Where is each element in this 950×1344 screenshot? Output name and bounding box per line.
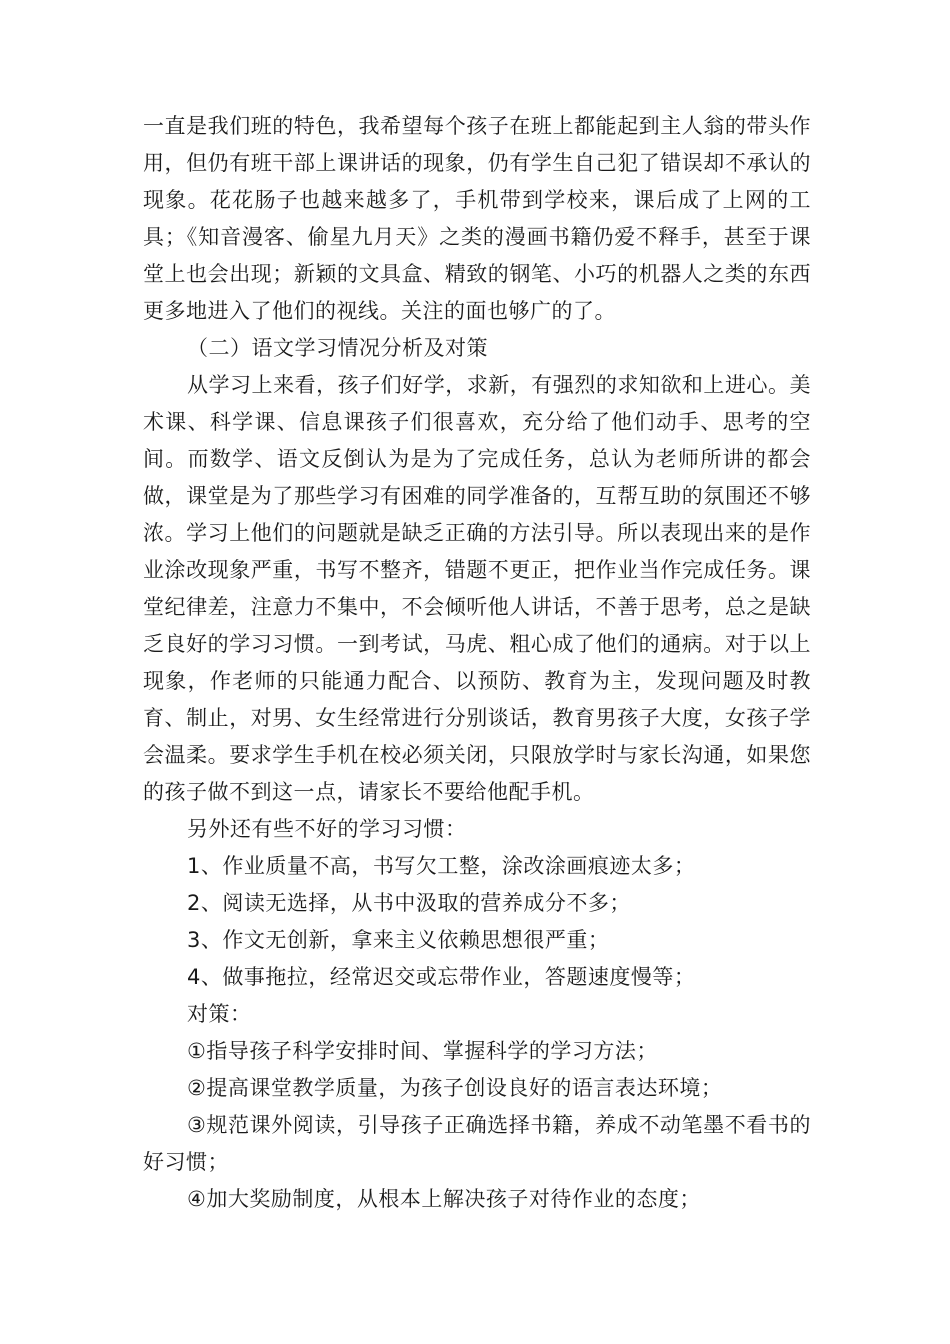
list-item-measure-4: ④加大奖励制度，从根本上解决孩子对待作业的态度； [187, 1187, 701, 1211]
paragraph-class-features: 一直是我们班的特色，我希望每个孩子在班上都能起到主人翁的带头作用，但仍有班干部上课讲话的现象，仍有学生自己犯了错误却不承认的现象。花花肠子也越来越多了，手机带到学校来，课后成了上网的工具；《知音漫客、偷星九月天》之类的漫画书籍仍爱不释手，甚至于课堂上也会出现；新颖的文具盒、精致的钢笔、小巧的机器人之类的东西更多地进入了他们的视线。关注的面也够广的了。 [143, 114, 811, 323]
list-item-habit-3: 3、作文无创新，拿来主义依赖思想很严重； [187, 928, 610, 952]
list-item-habit-4: 4、做事拖拉，经常迟交或忘带作业，答题速度慢等； [187, 965, 696, 989]
list-item-measure-1: ①指导孩子科学安排时间、掌握科学的学习方法； [187, 1039, 658, 1063]
paragraph-bad-habits-intro: 另外还有些不好的学习习惯： [187, 817, 467, 841]
section-heading-chinese-learning: （二）语文学习情况分析及对策 [187, 336, 488, 360]
countermeasures-heading: 对策： [187, 1002, 252, 1026]
paragraph-learning-analysis: 从学习上来看，孩子们好学，求新，有强烈的求知欲和上进心。美术课、科学课、信息课孩子们很喜欢，充分给了他们动手、思考的空间。而数学、语文反倒认为是为了完成任务，总认为老师所讲的都会做，课堂是为了那些学习有困难的同学准备的，互帮互助的氛围还不够浓。学习上他们的问题就是缺乏正确的方法引导。所以表现出来的是作业涂改现象严重，书写不整齐，错题不更正，把作业当作完成任务。课堂纪律差，注意力不集中，不会倾听他人讲话，不善于思考，总之是缺乏良好的学习习惯。一到考试，马虎、粗心成了他们的通病。对于以上现象，作老师的只能通力配合、以预防、教育为主，发现问题及时教育、制止，对男、女生经常进行分别谈话，教育男孩子大度，女孩子学会温柔。要求学生手机在校必须关闭，只限放学时与家长沟通，如果您的孩子做不到这一点，请家长不要给他配手机。 [143, 373, 811, 804]
list-item-measure-3: ③规范课外阅读，引导孩子正确选择书籍，养成不动笔墨不看书的好习惯； [143, 1113, 811, 1174]
list-item-habit-2: 2、阅读无选择，从书中汲取的营养成分不多； [187, 891, 631, 915]
list-item-measure-2: ②提高课堂教学质量，为孩子创设良好的语言表达环境； [187, 1076, 723, 1100]
document-body [143, 108, 811, 1218]
list-item-habit-1: 1、作业质量不高，书写欠工整，涂改涂画痕迹太多； [187, 854, 696, 878]
